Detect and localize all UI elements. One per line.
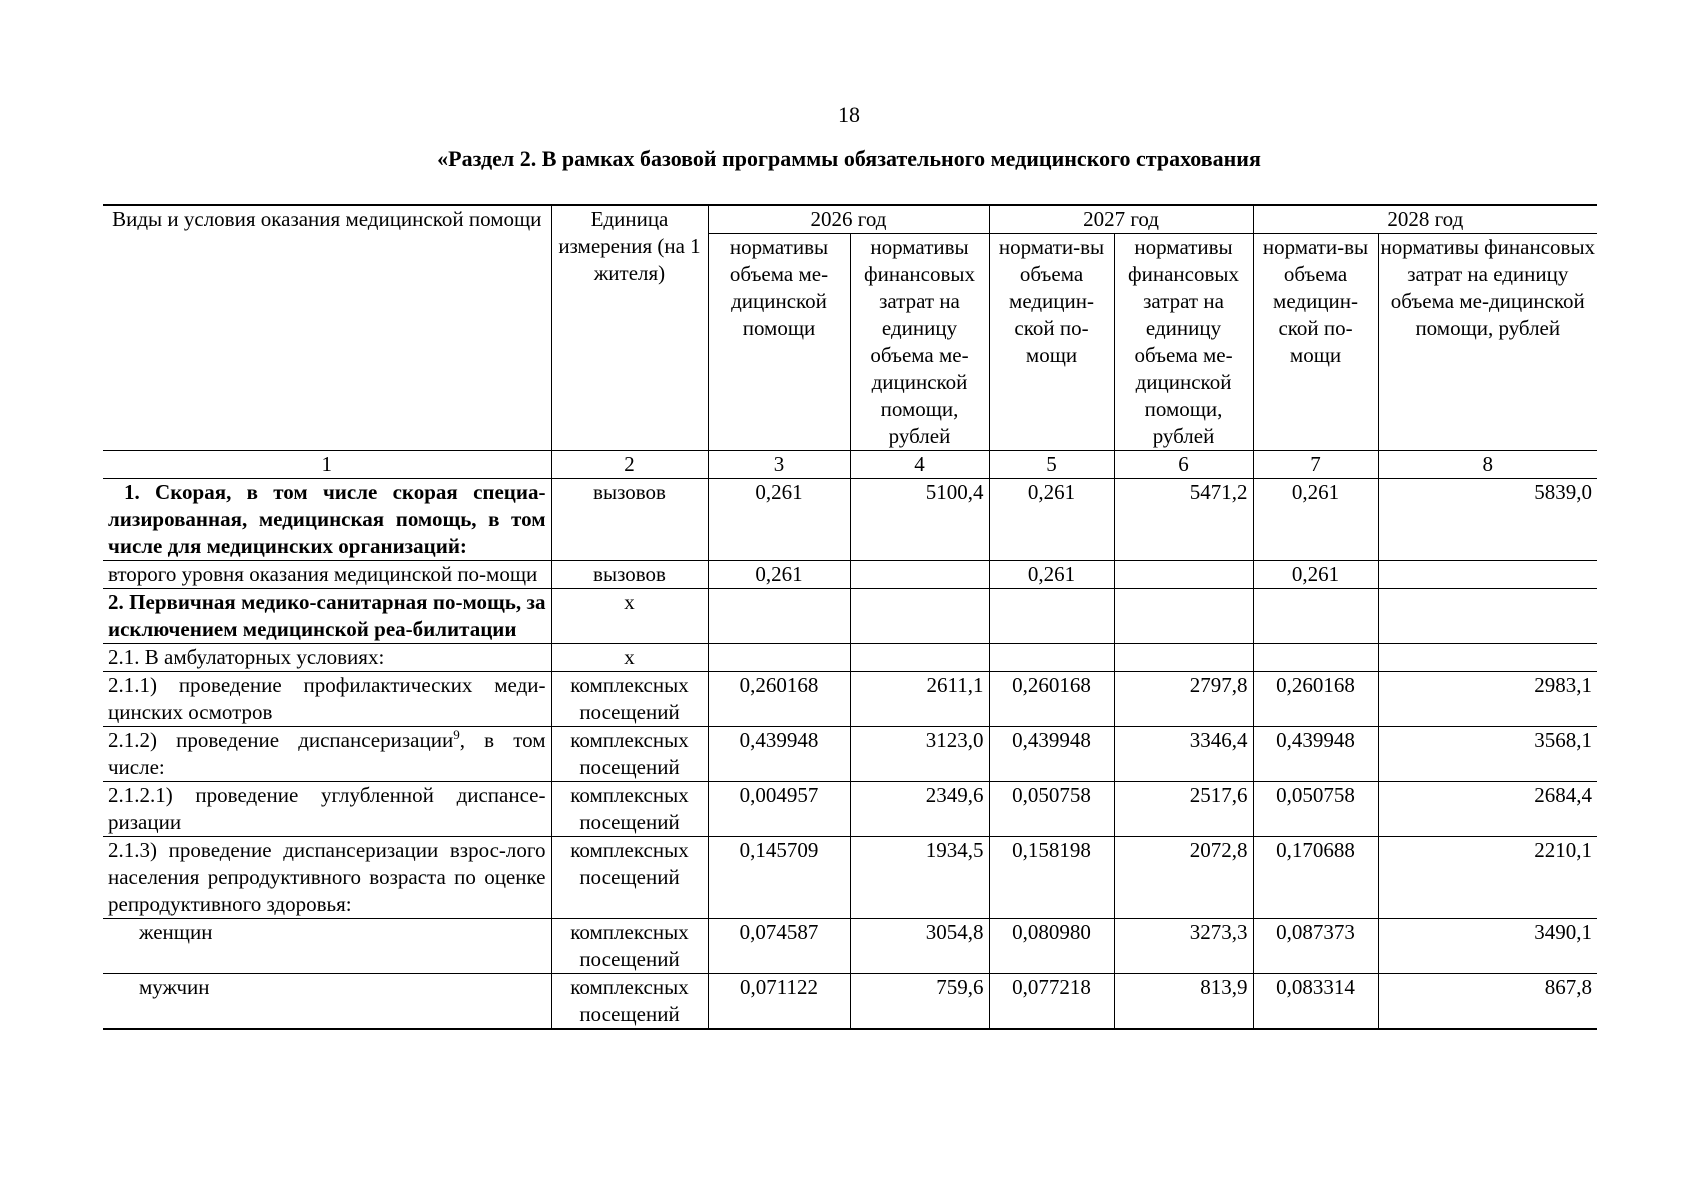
row-unit: комплексных посещений [551, 782, 708, 837]
row-name: второго уровня оказания медицинской по-мощи [103, 561, 551, 589]
row-cost-2026: 759,6 [850, 974, 989, 1030]
column-number: 1 [103, 451, 551, 479]
row-volume-2028: 0,087373 [1253, 919, 1378, 974]
row-volume-2027: 0,261 [989, 561, 1114, 589]
row-unit: комплексных посещений [551, 837, 708, 919]
norms-table [103, 204, 1597, 1030]
row-name: 1. Скорая, в том числе скорая специа-лизированная, медицинская помощь, в том числе для медицинских организаций: [103, 479, 551, 561]
row-unit: комплексных посещений [551, 974, 708, 1030]
row-unit: х [551, 644, 708, 672]
row-cost-2027: 813,9 [1114, 974, 1253, 1030]
row-volume-2026: 0,074587 [708, 919, 850, 974]
row-cost-2028: 3568,1 [1378, 727, 1597, 782]
header-cost-2027: нормативы финансовых затрат на единицу объема ме-дицинской помощи, рублей [1114, 234, 1253, 451]
table-row [103, 919, 1597, 974]
row-volume-2027: 0,260168 [989, 672, 1114, 727]
row-name: 2.1.3) проведение диспансеризации взрос-лого населения репродуктивного возраста по оценке репродуктивного здоровья: [103, 837, 551, 919]
row-volume-2028 [1253, 589, 1378, 644]
row-cost-2028 [1378, 561, 1597, 589]
row-name: 2.1.2.1) проведение углубленной диспансе-ризации [103, 782, 551, 837]
row-cost-2026: 2611,1 [850, 672, 989, 727]
row-cost-2027 [1114, 561, 1253, 589]
row-cost-2027: 3273,3 [1114, 919, 1253, 974]
row-cost-2027: 2797,8 [1114, 672, 1253, 727]
table-row [103, 672, 1597, 727]
row-volume-2027 [989, 589, 1114, 644]
header-year-2028: 2028 год [1253, 205, 1597, 234]
row-cost-2026 [850, 589, 989, 644]
row-cost-2027 [1114, 589, 1253, 644]
header-cost-2026: нормативы финансовых затрат на единицу объема ме-дицинской помощи, рублей [850, 234, 989, 451]
header-volume-2026: нормативы объема ме-дицинской помощи [708, 234, 850, 451]
table-row [103, 479, 1597, 561]
header-volume-2028: нормати-вы объема медицин-ской по-мощи [1253, 234, 1378, 451]
row-name: 2.1. В амбулаторных условиях: [103, 644, 551, 672]
row-name: 2.1.1) проведение профилактических меди-цинских осмотров [103, 672, 551, 727]
row-volume-2028: 0,261 [1253, 561, 1378, 589]
column-number: 6 [1114, 451, 1253, 479]
row-cost-2028 [1378, 644, 1597, 672]
row-cost-2026 [850, 561, 989, 589]
column-number: 7 [1253, 451, 1378, 479]
row-volume-2028: 0,050758 [1253, 782, 1378, 837]
row-name: 2. Первичная медико-санитарная по-мощь, за исключением медицинской реа-билитации [103, 589, 551, 644]
table-row [103, 561, 1597, 589]
row-unit: комплексных посещений [551, 672, 708, 727]
row-cost-2028: 2210,1 [1378, 837, 1597, 919]
row-volume-2028 [1253, 644, 1378, 672]
table-row [103, 727, 1597, 782]
column-number: 8 [1378, 451, 1597, 479]
row-unit: вызовов [551, 479, 708, 561]
footnote-marker: 9 [453, 727, 460, 742]
row-unit: комплексных посещений [551, 727, 708, 782]
table-row [103, 837, 1597, 919]
row-cost-2026: 1934,5 [850, 837, 989, 919]
row-name-dispanserization [103, 727, 551, 782]
table-row [103, 974, 1597, 1030]
header-cost-2028: нормативы финансовых затрат на единицу объема ме-дицинской помощи, рублей [1378, 234, 1597, 451]
row-cost-2026 [850, 644, 989, 672]
row-volume-2028: 0,170688 [1253, 837, 1378, 919]
row-volume-2026: 0,261 [708, 561, 850, 589]
header-volume-2027: нормати-вы объема медицин-ской по-мощи [989, 234, 1114, 451]
table-row [103, 644, 1597, 672]
row-unit: комплексных посещений [551, 919, 708, 974]
row-volume-2026: 0,439948 [708, 727, 850, 782]
row-unit: х [551, 589, 708, 644]
row-cost-2026: 5100,4 [850, 479, 989, 561]
column-number: 3 [708, 451, 850, 479]
row-volume-2027: 0,080980 [989, 919, 1114, 974]
row-name-tail: , в том числе: [108, 728, 546, 779]
header-year-2026: 2026 год [708, 205, 989, 234]
section-heading: «Раздел 2. В рамках базовой программы обязательного медицинского страхования [437, 146, 1261, 171]
row-volume-2028: 0,439948 [1253, 727, 1378, 782]
row-volume-2027: 0,077218 [989, 974, 1114, 1030]
column-numbers-row [103, 451, 1597, 479]
row-volume-2026: 0,004957 [708, 782, 850, 837]
column-number: 5 [989, 451, 1114, 479]
row-volume-2027: 0,050758 [989, 782, 1114, 837]
row-cost-2027: 2517,6 [1114, 782, 1253, 837]
row-cost-2028: 2684,4 [1378, 782, 1597, 837]
row-cost-2028 [1378, 589, 1597, 644]
row-volume-2026 [708, 644, 850, 672]
row-cost-2026: 2349,6 [850, 782, 989, 837]
header-year-2027: 2027 год [989, 205, 1253, 234]
row-volume-2026: 0,071122 [708, 974, 850, 1030]
row-volume-2027: 0,158198 [989, 837, 1114, 919]
row-cost-2026: 3123,0 [850, 727, 989, 782]
row-cost-2028: 2983,1 [1378, 672, 1597, 727]
row-volume-2028: 0,083314 [1253, 974, 1378, 1030]
row-cost-2027 [1114, 644, 1253, 672]
row-name-text: 2.1.2) проведение диспансеризации [108, 728, 454, 752]
row-volume-2028: 0,260168 [1253, 672, 1378, 727]
row-cost-2027: 5471,2 [1114, 479, 1253, 561]
row-cost-2026: 3054,8 [850, 919, 989, 974]
row-volume-2027: 0,439948 [989, 727, 1114, 782]
table-row [103, 782, 1597, 837]
row-cost-2027: 2072,8 [1114, 837, 1253, 919]
header-unit: Единица измерения (на 1 жителя) [551, 205, 708, 451]
row-volume-2027: 0,261 [989, 479, 1114, 561]
column-number: 2 [551, 451, 708, 479]
header-kind: Виды и условия оказания медицинской помощи [103, 205, 551, 451]
row-unit: вызовов [551, 561, 708, 589]
row-volume-2028: 0,261 [1253, 479, 1378, 561]
row-name: женщин [103, 919, 551, 974]
row-volume-2026: 0,261 [708, 479, 850, 561]
row-cost-2028: 3490,1 [1378, 919, 1597, 974]
table-row [103, 589, 1597, 644]
row-name: мужчин [103, 974, 551, 1030]
column-number: 4 [850, 451, 989, 479]
row-volume-2027 [989, 644, 1114, 672]
row-volume-2026 [708, 589, 850, 644]
row-cost-2028: 5839,0 [1378, 479, 1597, 561]
row-cost-2027: 3346,4 [1114, 727, 1253, 782]
row-cost-2028: 867,8 [1378, 974, 1597, 1030]
row-volume-2026: 0,145709 [708, 837, 850, 919]
row-volume-2026: 0,260168 [708, 672, 850, 727]
page-number: 18 [838, 102, 860, 127]
